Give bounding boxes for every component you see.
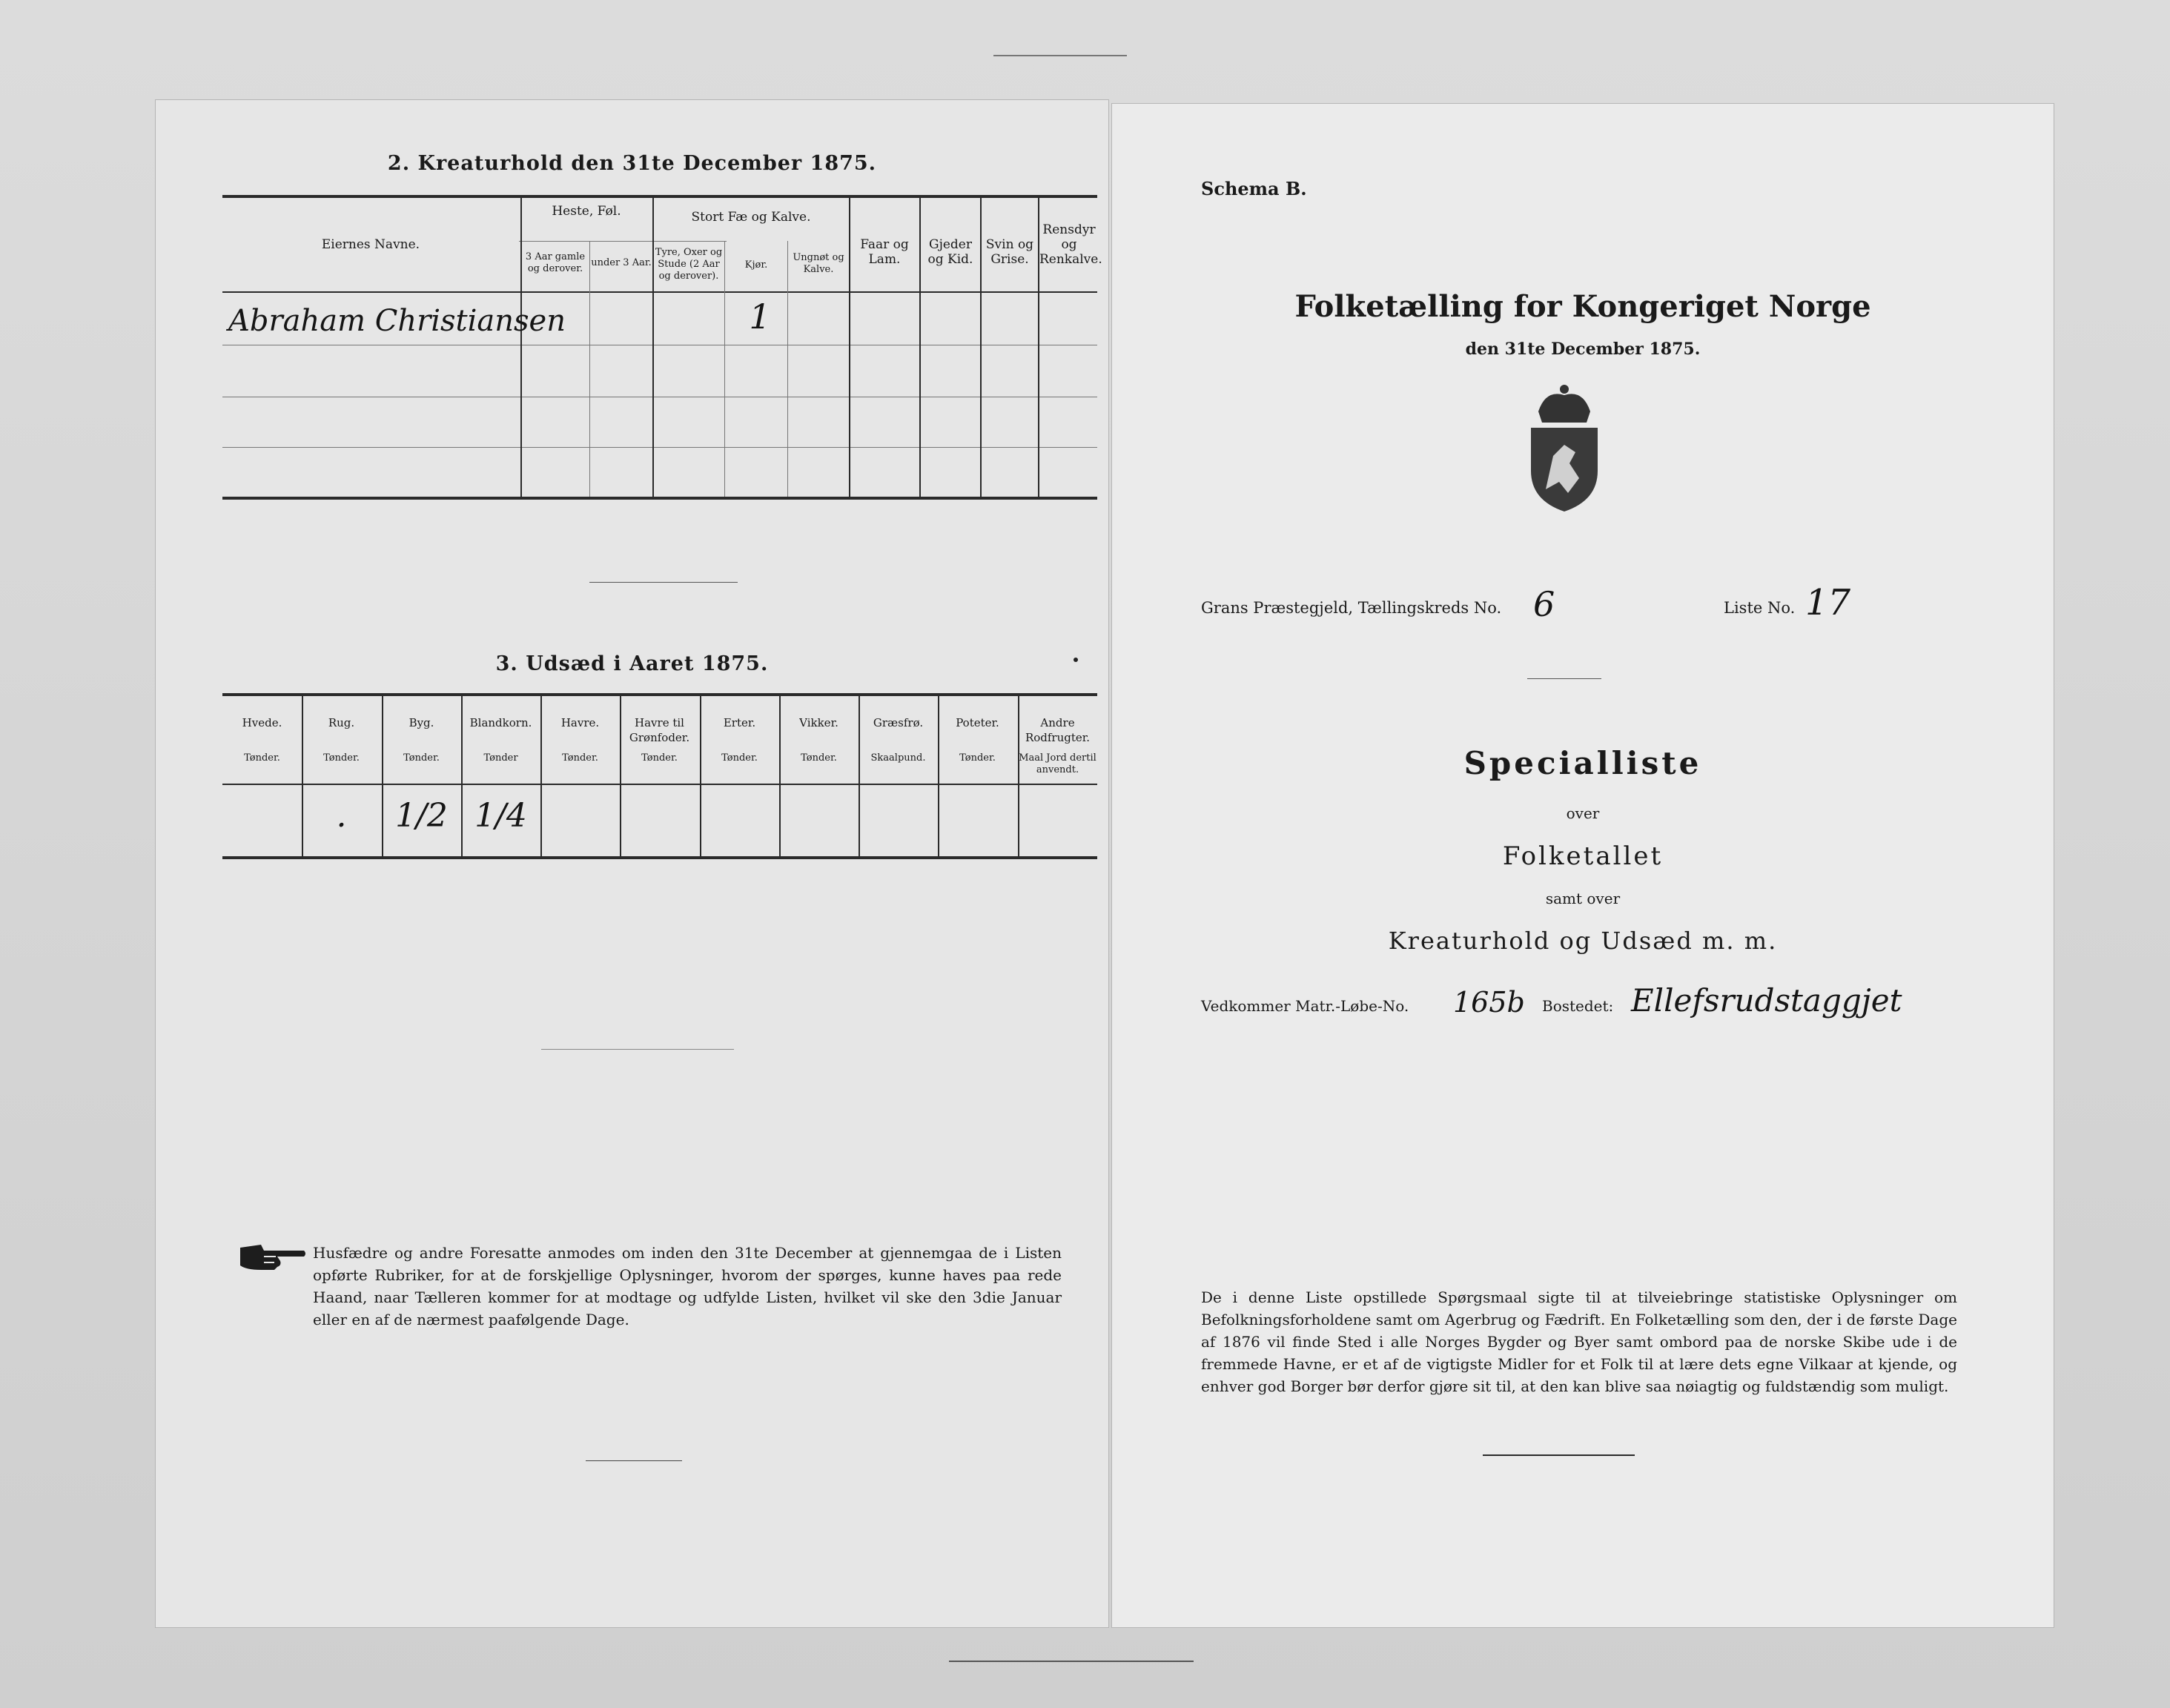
schema-label: Schema B.: [1201, 178, 1307, 199]
seed-header-0: Hvede.: [242, 716, 282, 729]
section3-title: 3. Udsæd i Aaret 1875.: [495, 652, 769, 675]
header-cattle-young: Ungnøt og Kalve.: [793, 252, 844, 275]
header-cattle: Stort Fæ og Kalve.: [691, 210, 811, 225]
over-label: over: [1566, 804, 1600, 822]
header-sheep: Faar og Lam.: [860, 237, 909, 267]
header-reindeer: Rensdyr og Renkalve.: [1039, 222, 1102, 267]
seed-unit-1: Tønder.: [323, 752, 360, 764]
seed-unit-6: Tønder.: [721, 752, 758, 764]
folketallet-label: Folketallet: [1502, 841, 1664, 871]
seed-header-4: Havre.: [560, 716, 600, 729]
seed-header-1: Rug.: [328, 716, 355, 729]
bosted-label: Bostedet:: [1542, 997, 1614, 1015]
date-line: den 31te December 1875.: [1465, 340, 1701, 359]
matr-label: Vedkommer Matr.-Løbe-No.: [1201, 997, 1409, 1015]
seed-header-3: Blandkorn.: [469, 716, 532, 729]
section2-title: 2. Kreaturhold den 31te December 1875.: [387, 152, 877, 175]
header-cattle-bulls: Tyre, Oxer og Stude (2 Aar og derover).: [655, 247, 723, 282]
coat-of-arms-icon: [1524, 382, 1605, 515]
seed-unit-0: Tønder.: [244, 752, 280, 764]
cows-count: 1: [749, 297, 771, 337]
seed-value-3: 1/4: [474, 797, 527, 835]
left-page: [156, 100, 1108, 1627]
header-pigs: Svin og Grise.: [985, 237, 1034, 267]
pointing-hand-icon: [239, 1240, 307, 1273]
seed-header-6: Erter.: [723, 716, 756, 729]
seed-unit-7: Tønder.: [801, 752, 837, 764]
table-top-border: [222, 195, 1097, 198]
seed-value-2: 1/2: [395, 797, 448, 835]
list-number: 17: [1805, 582, 1851, 623]
district-number: 6: [1533, 584, 1555, 624]
seed-unit-2: Tønder.: [403, 752, 440, 764]
seed-header-9: Poteter.: [956, 716, 999, 729]
seed-unit-4: Tønder.: [562, 752, 598, 764]
intro-text: De i denne Liste opstillede Spørgsmaal sigte til at tilveiebringe statistiske Oplysninger om Befolkningsforholdene samt om Agerbrug og Fædrift. En Folketælling som den, der i de første Dage af 1876 vil finde Sted i alle Norges Bygder og Byer samt ombord paa de norske Skibe ude i de fremmede Havne, er et af de vigtigste Midler for et Folk til at lære dets egne Vilkaar at kjende, og enhver god Borger bør derfor gjøre sit til, at den kan blive saa nøiagtig og fuldstændig som muligt.: [1201, 1288, 1957, 1395]
parish-label: Grans Præstegjeld, Tællingskreds No.: [1201, 599, 1502, 617]
list-label: Liste No.: [1724, 599, 1796, 617]
seed-unit-8: Skaalpund.: [870, 752, 926, 764]
owner-name: Abraham Christiansen: [228, 304, 566, 338]
matr-number: 165b: [1453, 986, 1525, 1019]
header-cattle-cows: Kjør.: [744, 259, 768, 271]
seed-unit-3: Tønder: [483, 752, 518, 764]
seed-header-8: Græsfrø.: [873, 716, 924, 729]
seed-header-5: Havre til Grønfoder.: [629, 716, 690, 744]
main-title: Folketælling for Kongeriget Norge: [1294, 289, 1871, 324]
seed-table-top: [222, 693, 1097, 696]
separator-rule: [589, 582, 738, 583]
seed-header-2: Byg.: [408, 716, 434, 729]
seed-table-bottom: [222, 856, 1097, 859]
table-bottom-border: [222, 497, 1097, 500]
seed-unit-5: Tønder.: [641, 752, 678, 764]
right-page: [1112, 104, 2054, 1627]
header-owner: Eiernes Navne.: [321, 237, 420, 252]
header-goats: Gjeder og Kid.: [927, 237, 973, 267]
seed-unit-9: Tønder.: [959, 752, 996, 764]
seed-unit-10: Maal Jord dertil anvendt.: [1019, 752, 1096, 775]
samt-over-label: samt over: [1545, 890, 1621, 907]
notice-text: Husfædre og andre Foresatte anmodes om inden den 31te December at gjennemgaa de i Listen opførte Rubriker, for at de forskjellige Oplysninger, hvorom der spørges, kunne haves paa rede Haand, naar Tælleren kommer for at modtage og udfylde Listen, hvilket vil ske den 3die Januar eller en af de nærmest paafølgende Dage.: [313, 1244, 1062, 1328]
seed-value-1: .: [336, 797, 347, 835]
special-title: Specialliste: [1463, 745, 1702, 781]
seed-header-7: Vikker.: [799, 716, 838, 729]
kreaturhold-label: Kreaturhold og Udsæd m. m.: [1388, 927, 1778, 955]
seed-header-10: Andre Rodfrugter.: [1025, 716, 1091, 744]
header-horses: Heste, Føl.: [552, 204, 621, 219]
header-horses-3plus: 3 Aar gamle og derover.: [525, 251, 586, 274]
table-header-border: [222, 291, 1097, 293]
header-horses-under3: under 3 Aar.: [591, 257, 652, 268]
seed-table-header-border: [222, 784, 1097, 785]
bosted-value: Ellefsrudstaggjet: [1631, 982, 1902, 1019]
